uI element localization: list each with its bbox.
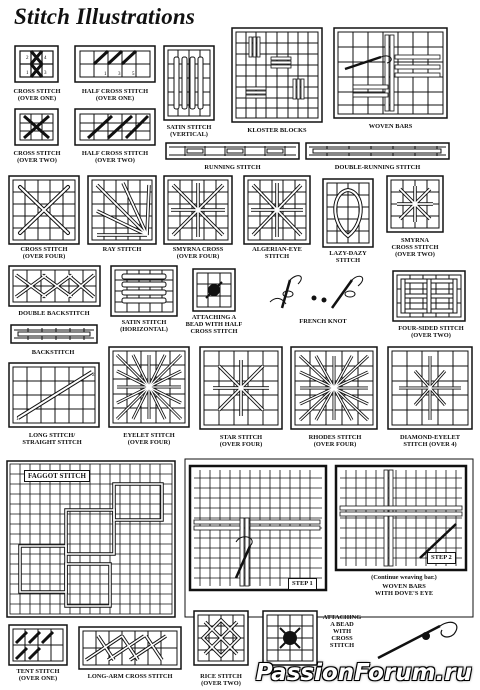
stitch-number: 4 xyxy=(44,56,47,61)
caption-eyelet-four: EYELET STITCH (OVER FOUR) xyxy=(123,432,175,446)
continue-weaving-note: (Continue weaving bar.) xyxy=(371,574,437,581)
cross-stitch-over-four-diagram xyxy=(8,175,80,245)
caption-french-knot: FRENCH KNOT xyxy=(299,318,347,325)
faggot-stitch-label: FAGGOT STITCH xyxy=(24,470,90,482)
backstitch-diagram xyxy=(10,324,98,344)
caption-cross-four: CROSS STITCH (OVER FOUR) xyxy=(20,246,68,260)
needle-thread-illustration xyxy=(368,612,468,664)
caption-backstitch: BACKSTITCH xyxy=(31,349,75,356)
smyrna-cross-over-four-diagram xyxy=(163,175,233,245)
caption-kloster: KLOSTER BLOCKS xyxy=(247,127,307,134)
attaching-bead-half-cross-diagram xyxy=(192,268,236,312)
half-cross-stitch-over-one-diagram xyxy=(74,45,156,83)
thread-loop-icon xyxy=(290,276,301,284)
star-stitch-over-four-diagram xyxy=(199,346,283,430)
caption-woven-bars: WOVEN BARS xyxy=(368,123,413,130)
step-2-label: STEP 2 xyxy=(427,552,456,564)
tent-stitch-over-one-diagram xyxy=(8,624,68,666)
cross-stitch-over-two-diagram xyxy=(14,108,59,146)
half-cross-stitch-over-two-diagram xyxy=(74,108,156,146)
algerian-eye-stitch-diagram xyxy=(243,175,311,245)
double-running-stitch-diagram xyxy=(305,142,450,160)
caption-tent-one: TENT STITCH (OVER ONE) xyxy=(16,668,60,682)
caption-satin-horizontal: SATIN STITCH (HORIZONTAL) xyxy=(120,319,168,333)
stitch-number: 2 xyxy=(26,56,29,61)
caption-algerian: ALGERIAN-EYE STITCH xyxy=(252,246,302,260)
caption-smyrna-two: SMYRNA CROSS STITCH (OVER TWO) xyxy=(391,237,439,258)
caption-half-cross-one: HALF CROSS STITCH (OVER ONE) xyxy=(81,88,149,102)
caption-rice-two: RICE STITCH (OVER TWO) xyxy=(200,673,242,687)
caption-lazy-dazy: LAZY-DAZY STITCH xyxy=(329,250,367,264)
caption-bead-half-cross: ATTACHING A BEAD WITH HALF CROSS STITCH xyxy=(185,314,243,335)
caption-running: RUNNING STITCH xyxy=(204,164,261,171)
four-sided-stitch-diagram xyxy=(392,270,466,322)
faggot-stitch-diagram xyxy=(6,460,176,618)
caption-double-back: DOUBLE BACKSTITCH xyxy=(18,310,90,317)
attaching-bead-cross-stitch-diagram xyxy=(262,610,318,666)
caption-satin-vertical: SATIN STITCH (VERTICAL) xyxy=(166,124,212,138)
step-1-label: STEP 1 xyxy=(288,578,317,590)
needle-icon xyxy=(332,280,352,308)
caption-cross-two: CROSS STITCH (OVER TWO) xyxy=(13,150,61,164)
rice-stitch-over-two-diagram xyxy=(193,610,249,666)
caption-ray: RAY STITCH xyxy=(102,246,142,253)
stitch-number: 3 xyxy=(44,71,47,76)
stitch-number: 5 xyxy=(132,72,135,77)
watermark: PassionForum.ru xyxy=(255,660,472,686)
page-title: Stitch Illustrations xyxy=(14,4,196,29)
caption-smyrna-four: SMYRNA CROSS (OVER FOUR) xyxy=(172,246,224,260)
caption-four-sided: FOUR-SIDED STITCH (OVER TWO) xyxy=(398,325,464,339)
stitch-number: 1 xyxy=(104,72,107,77)
lazy-dazy-stitch-diagram xyxy=(322,178,374,248)
caption-cross-one: CROSS STITCH (OVER ONE) xyxy=(13,88,61,102)
caption-double-running: DOUBLE-RUNNING STITCH xyxy=(334,164,421,171)
satin-stitch-horizontal-diagram xyxy=(110,265,178,317)
stitch-number: 1 xyxy=(16,417,19,422)
caption-long-arm: LONG-ARM CROSS STITCH xyxy=(87,673,173,680)
kloster-blocks-diagram xyxy=(231,27,323,123)
french-knot-diagram xyxy=(262,268,382,316)
caption-long-straight: LONG STITCH/ STRAIGHT STITCH xyxy=(22,432,82,446)
stitch-number: 3 xyxy=(118,72,121,77)
thread-loop-icon xyxy=(440,622,457,637)
caption-rhodes-four: RHODES STITCH (OVER FOUR) xyxy=(308,434,362,448)
double-backstitch-diagram xyxy=(8,265,101,307)
caption-half-cross-two: HALF CROSS STITCH (OVER TWO) xyxy=(81,150,149,164)
eyelet-stitch-over-four-diagram xyxy=(108,346,190,428)
needle-icon xyxy=(378,626,440,658)
satin-stitch-vertical-diagram xyxy=(163,45,215,121)
cross-stitch-over-one-diagram xyxy=(14,45,59,83)
running-stitch-diagram xyxy=(165,142,300,160)
woven-bars-diagram xyxy=(333,27,448,119)
bead-icon xyxy=(422,632,430,640)
rhodes-stitch-over-four-diagram xyxy=(290,346,378,430)
ray-stitch-diagram xyxy=(87,175,157,245)
smyrna-cross-over-two-diagram xyxy=(386,175,444,233)
diamond-eyelet-stitch-diagram xyxy=(387,346,473,430)
caption-diamond-eyelet: DIAMOND-EYELET STITCH (OVER 4) xyxy=(399,434,460,448)
stitch-number: 1 xyxy=(26,71,29,76)
long-stitch-straight-stitch-diagram xyxy=(8,362,100,428)
stitch-number: 2 xyxy=(92,373,95,378)
caption-woven-doves-eye: WOVEN BARS WITH DOVE'S EYE xyxy=(374,583,434,597)
caption-bead-cross: ATTACHING A BEAD WITH CROSS STITCH xyxy=(322,614,362,649)
long-arm-cross-stitch-diagram xyxy=(78,626,182,670)
caption-star-four: STAR STITCH (OVER FOUR) xyxy=(219,434,263,448)
